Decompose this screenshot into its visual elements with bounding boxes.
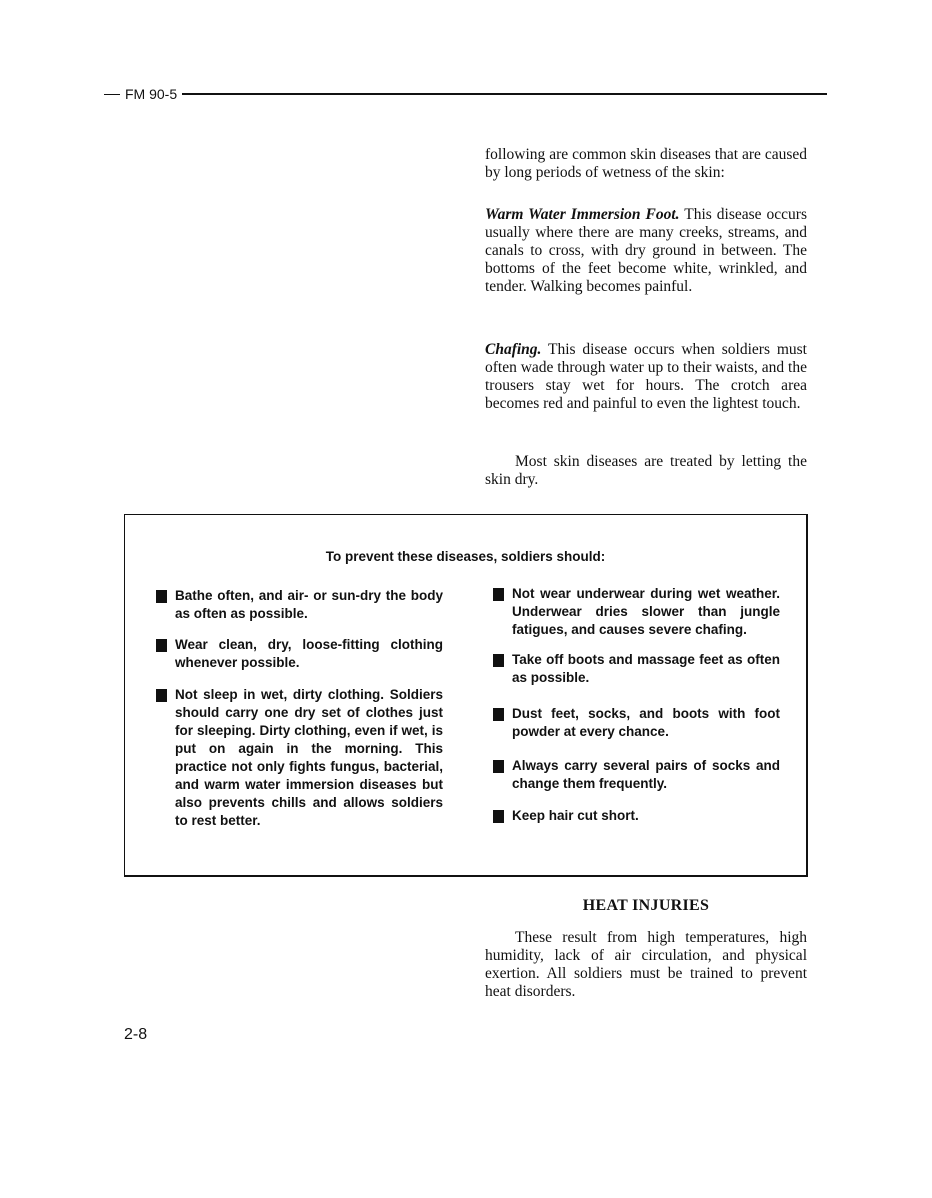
list-item: Keep hair cut short. bbox=[490, 807, 780, 825]
bullet-square-icon bbox=[493, 810, 504, 823]
chafing-paragraph bbox=[485, 341, 807, 413]
warm-water-paragraph bbox=[485, 206, 807, 296]
page-number: 2-8 bbox=[124, 1026, 148, 1043]
right-bullet-list bbox=[490, 585, 780, 825]
treatment-paragraph bbox=[485, 453, 807, 489]
bullet-square-icon bbox=[493, 654, 504, 667]
intro-paragraph bbox=[485, 146, 807, 182]
bullet-square-icon bbox=[156, 689, 167, 702]
heat-text: These result from high temperatures, high humidity, lack of air circulation, and physical exertion. All soldiers must be trained to prevent heat disorders. bbox=[485, 929, 807, 1000]
warm-water-text: This disease occurs usually where there are many creeks, streams, and canals to cross, with dry ground in between. The bottoms of the feet become white, wrinkled, and tender. Walking becomes painful. bbox=[485, 206, 807, 295]
left-bullet-list bbox=[153, 587, 443, 830]
chafing-text: This disease occurs when soldiers must often wade through water up to their waists, and the trousers stay wet for hours. The crotch area becomes red and painful to even the lightest touch. bbox=[485, 341, 807, 412]
heat-paragraph bbox=[485, 929, 807, 1001]
box-title: To prevent these diseases, soldiers should: bbox=[325, 549, 606, 564]
list-item: Not wear underwear during wet weather. Underwear dries slower than jungle fatigues, and causes severe chafing. bbox=[490, 585, 780, 639]
prevention-box bbox=[124, 514, 808, 877]
section-heading: HEAT INJURIES bbox=[582, 897, 710, 914]
warm-water-lead: Warm Water Immersion Foot. bbox=[485, 206, 680, 223]
header-dash bbox=[104, 94, 120, 95]
header-rule bbox=[182, 93, 827, 95]
bullet-square-icon bbox=[156, 639, 167, 652]
list-item: Always carry several pairs of socks and change them frequently. bbox=[490, 757, 780, 793]
intro-text: following are common skin diseases that are caused by long periods of wetness of the skin: bbox=[485, 146, 807, 181]
bullet-square-icon bbox=[156, 590, 167, 603]
treatment-text: Most skin diseases are treated by letting the skin dry. bbox=[485, 453, 807, 488]
list-item: Not sleep in wet, dirty clothing. Soldiers should carry one dry set of clothes just for sleeping. Dirty clothing, even if wet, is put on again in the morning. This practice not only fights fungus, bacterial, and warm water immersion diseases but also prevents chills and allows soldiers to rest better. bbox=[153, 686, 443, 830]
page-header bbox=[104, 85, 827, 103]
bullet-square-icon bbox=[493, 760, 504, 773]
chafing-lead: Chafing. bbox=[485, 341, 542, 358]
list-item: Wear clean, dry, loose-fitting clothing whenever possible. bbox=[153, 636, 443, 672]
list-item: Bathe often, and air- or sun-dry the body as often as possible. bbox=[153, 587, 443, 623]
list-item: Take off boots and massage feet as often as possible. bbox=[490, 651, 780, 687]
doc-code: FM 90-5 bbox=[125, 86, 178, 102]
bullet-square-icon bbox=[493, 708, 504, 721]
bullet-square-icon bbox=[493, 588, 504, 601]
list-item: Dust feet, socks, and boots with foot powder at every chance. bbox=[490, 705, 780, 741]
